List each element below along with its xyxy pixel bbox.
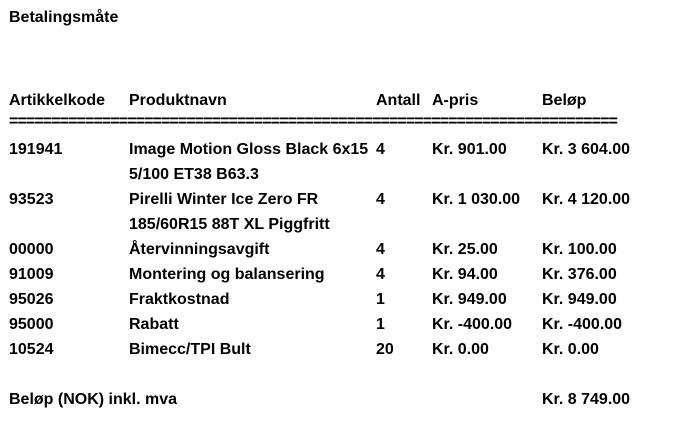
header-product-name: Produktnavn (129, 92, 227, 109)
page-title: Betalingsmåte (9, 9, 119, 26)
table-row (0, 288, 692, 313)
row-quantity: 1 (376, 316, 385, 333)
row-amount: Kr. 4 120.00 (542, 191, 631, 208)
table-row (0, 313, 692, 338)
row-product-name: Rabatt (129, 316, 179, 333)
row-article-code: 10524 (9, 341, 54, 358)
row-article-code: 191941 (9, 141, 63, 158)
row-article-code: 00000 (9, 241, 54, 258)
table-row (0, 263, 692, 288)
table-row (0, 138, 692, 188)
row-product-name: Montering og balansering (129, 266, 325, 283)
row-quantity: 1 (376, 291, 385, 308)
row-product-name: Pirelli Winter Ice Zero FR 185/60R15 88T XL Piggfritt (129, 191, 330, 233)
row-product-name: Fraktkostnad (129, 291, 230, 308)
row-amount: Kr. 3 604.00 (542, 141, 631, 158)
table-row (0, 238, 692, 263)
row-amount: Kr. 0.00 (542, 341, 599, 358)
header-article-code: Artikkelkode (9, 92, 106, 109)
header-unit-price: A-pris (432, 92, 479, 109)
table-separator: ======================================================================== (9, 113, 617, 130)
row-unit-price: Kr. -400.00 (432, 316, 513, 333)
row-amount: Kr. 949.00 (542, 291, 617, 308)
row-quantity: 4 (376, 241, 385, 258)
total-label: Beløp (NOK) inkl. mva (9, 391, 178, 408)
row-product-name: Image Motion Gloss Black 6x15 5/100 ET38 B63.3 (129, 141, 369, 183)
row-amount: Kr. -400.00 (542, 316, 623, 333)
row-article-code: 95026 (9, 291, 54, 308)
row-unit-price: Kr. 949.00 (432, 291, 507, 308)
row-unit-price: Kr. 901.00 (432, 141, 507, 158)
row-product-name: Återvinningsavgift (129, 241, 270, 258)
table-row (0, 188, 692, 238)
table-header (0, 90, 692, 112)
header-quantity: Antall (376, 92, 421, 109)
row-article-code: 91009 (9, 266, 54, 283)
row-quantity: 4 (376, 191, 385, 208)
row-amount: Kr. 100.00 (542, 241, 617, 258)
row-unit-price: Kr. 25.00 (432, 241, 498, 258)
row-amount: Kr. 376.00 (542, 266, 617, 283)
row-quantity: 4 (376, 266, 385, 283)
header-amount: Beløp (542, 92, 587, 109)
table-row (0, 338, 692, 363)
total-value: Kr. 8 749.00 (542, 391, 631, 408)
row-unit-price: Kr. 1 030.00 (432, 191, 521, 208)
row-article-code: 93523 (9, 191, 54, 208)
order-total (0, 389, 692, 411)
row-quantity: 20 (376, 341, 394, 358)
row-product-name: Bimecc/TPI Bult (129, 341, 251, 358)
row-article-code: 95000 (9, 316, 54, 333)
row-unit-price: Kr. 94.00 (432, 266, 498, 283)
row-quantity: 4 (376, 141, 385, 158)
row-unit-price: Kr. 0.00 (432, 341, 489, 358)
order-lines (0, 138, 692, 363)
